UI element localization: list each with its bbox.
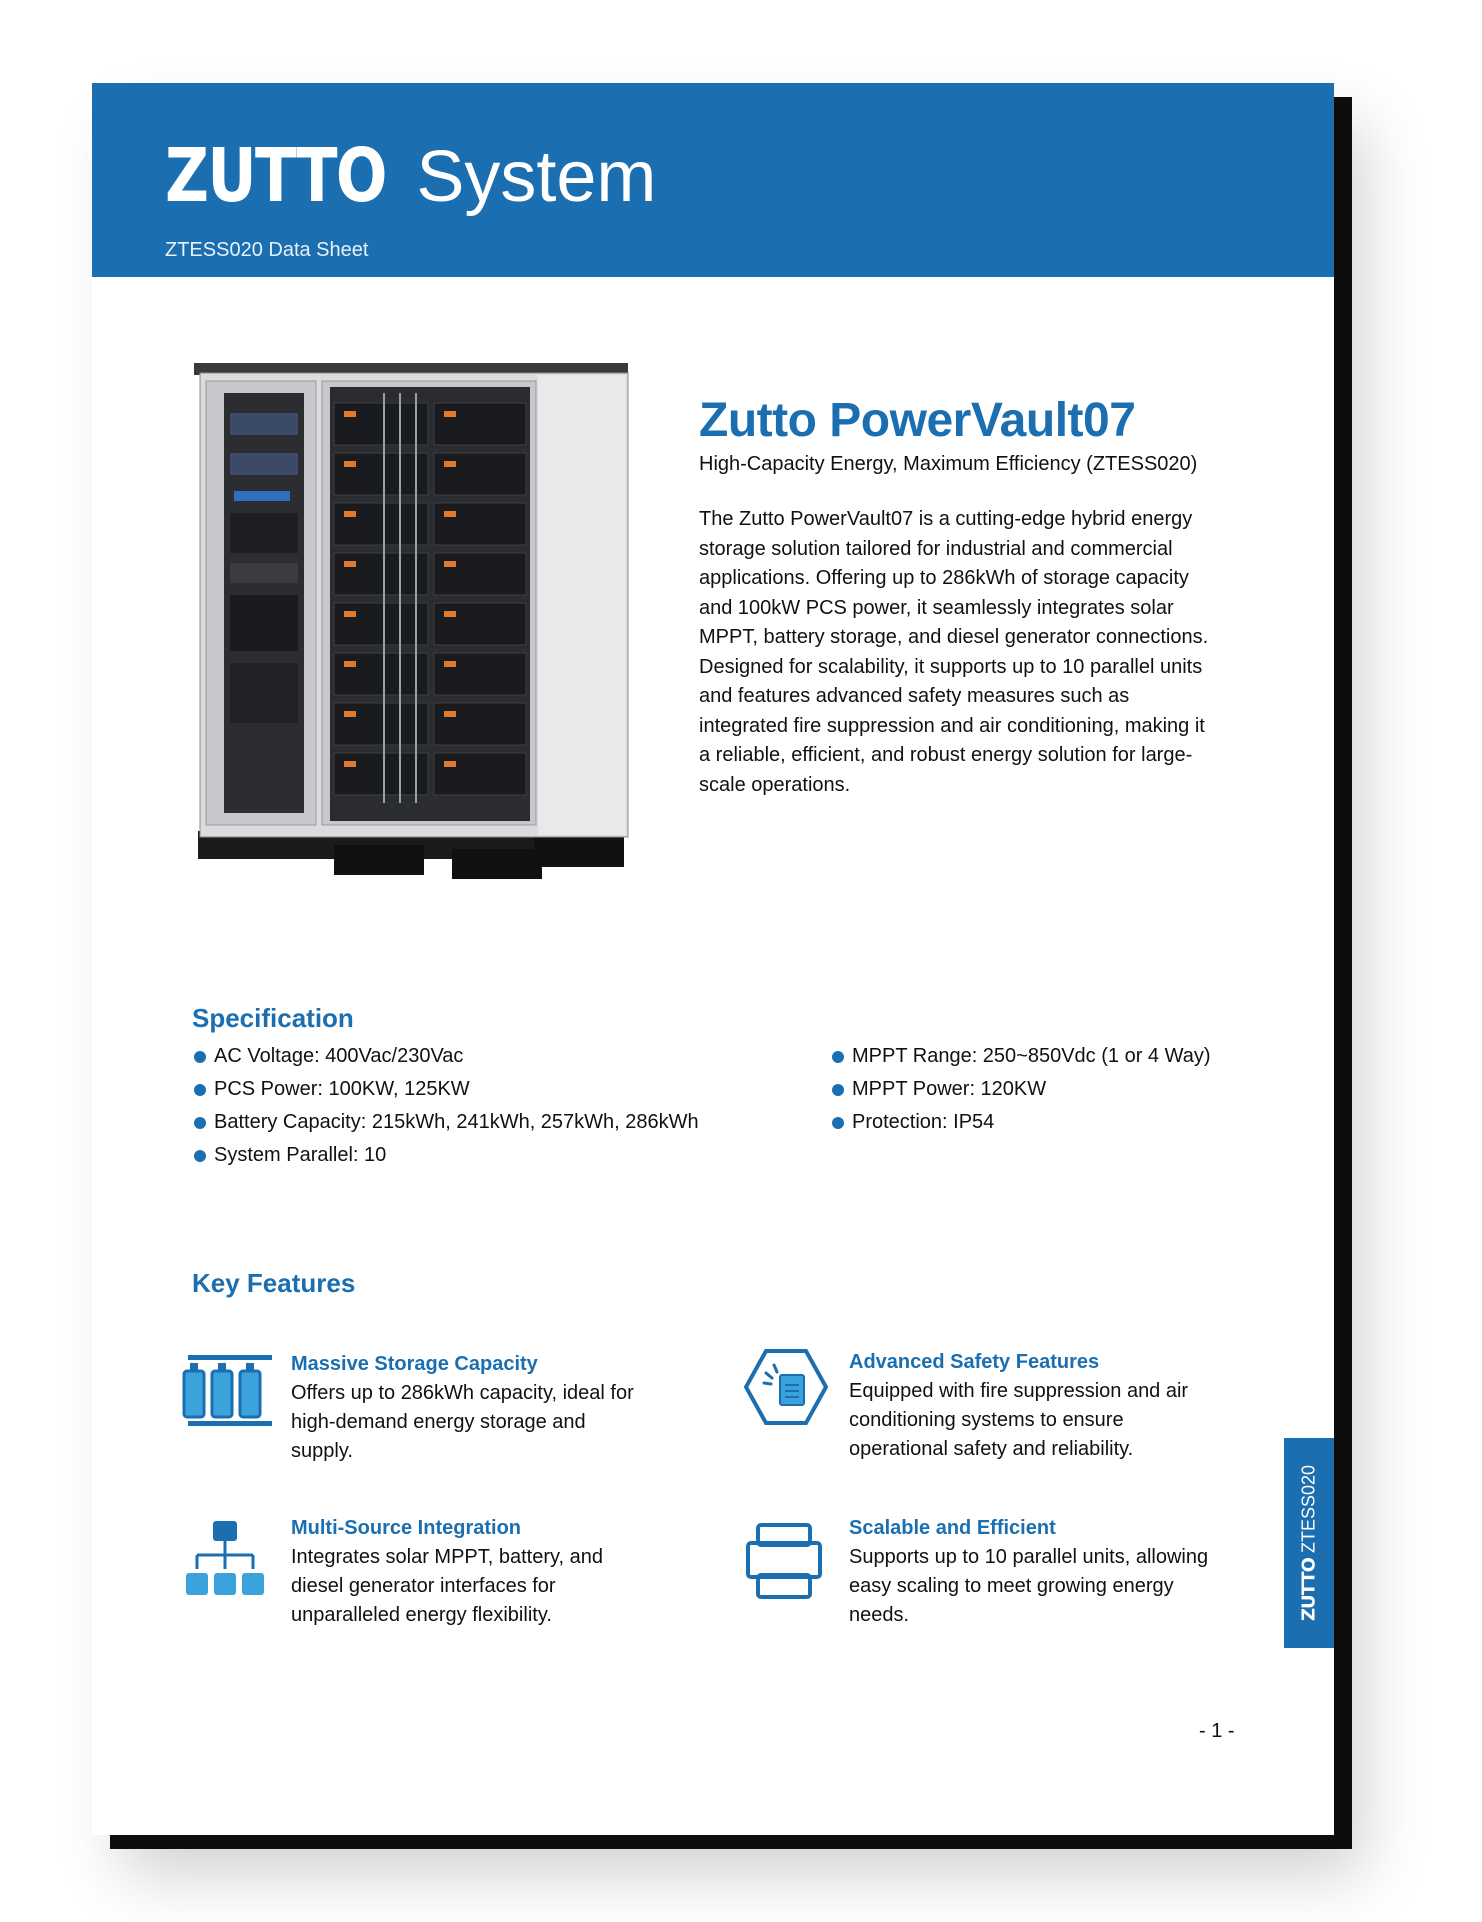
feature-scalable [849,1517,1209,1630]
feature-title: Multi-Source Integration [291,1517,521,1539]
battery-rack-icon [180,1351,276,1431]
header-banner [92,83,1334,277]
product-cabinet-image [194,363,630,893]
feature-massive-storage [291,1353,651,1466]
feature-text: Integrates solar MPPT, battery, and diesel generator interfaces for unparalleled energy flexibility. [291,1546,604,1626]
datasheet-page [92,83,1334,1835]
side-tab-code: ZTESS020 [1298,1464,1319,1554]
page-number: - 1 - [1199,1720,1235,1742]
safety-shield-icon [744,1345,828,1429]
feature-title: Advanced Safety Features [849,1351,1100,1373]
side-tab [1284,1438,1334,1648]
spec-list-left [194,1040,699,1172]
feature-title: Scalable and Efficient [849,1517,1056,1539]
feature-text: Supports up to 10 parallel units, allowing easy scaling to meet growing energy needs. [849,1546,1209,1626]
side-tab-brand: ZUTTO [1298,1558,1320,1622]
brand-lockup [165,131,656,221]
spec-item: System Parallel: 10 [194,1139,699,1172]
feature-title: Massive Storage Capacity [291,1353,538,1375]
scalable-cabinet-icon [744,1521,824,1601]
feature-multi-source [291,1517,651,1630]
spec-item: AC Voltage: 400Vac/230Vac [194,1040,699,1073]
spec-item: PCS Power: 100KW, 125KW [194,1073,699,1106]
brand-word: System [416,137,657,217]
feature-text: Offers up to 286kWh capacity, ideal for high-demand energy storage and supply. [291,1382,634,1462]
spec-list-right [832,1040,1211,1139]
spec-item: MPPT Power: 120KW [832,1073,1211,1106]
spec-item: MPPT Range: 250~850Vdc (1 or 4 Way) [832,1040,1211,1073]
product-description: The Zutto PowerVault07 is a cutting-edge hybrid energy storage solution tailored for industrial and commercial applications. Offering up to 286kWh of storage capacity and 100kW PCS power, it seamlessly integrates solar MPPT, battery storage, and diesel generator connections. Designed for scalability, it supports up to 10 parallel units and features advanced safety measures such as integrated fire suppression and air conditioning, making it a reliable, efficient, and robust energy solution for large-scale operations. [699,508,1209,796]
feature-advanced-safety [849,1351,1209,1464]
key-features-heading: Key Features [192,1268,356,1298]
header-subtitle: ZTESS020 Data Sheet [165,239,369,261]
specification-heading: Specification [192,1003,354,1033]
product-tagline: High-Capacity Energy, Maximum Efficiency (ZTESS020) [699,453,1198,475]
product-title: Zutto PowerVault07 [699,394,1136,447]
feature-text: Equipped with fire suppression and air conditioning systems to ensure operational safety and reliability. [849,1380,1189,1460]
spec-item: Protection: IP54 [832,1106,1211,1139]
network-tree-icon [184,1519,266,1599]
brand-logo: ZUTTO [165,133,386,219]
spec-item: Battery Capacity: 215kWh, 241kWh, 257kWh, 286kWh [194,1106,699,1139]
